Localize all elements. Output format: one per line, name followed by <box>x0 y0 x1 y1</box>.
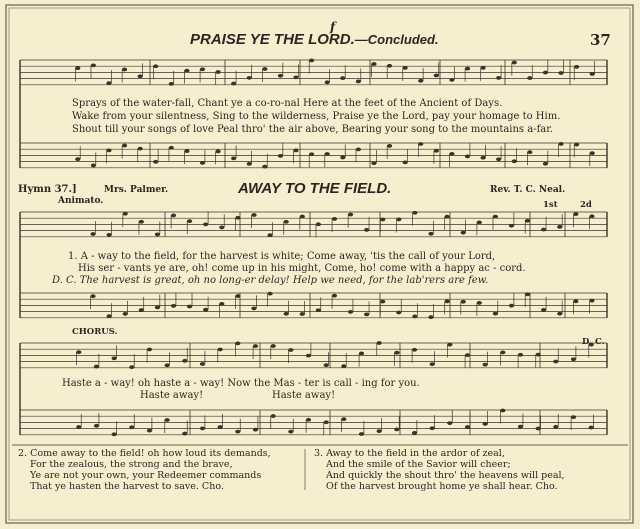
verse-line-1: Sprays of the water-fall, Chant ye a co-ro-nal Here at the feet of the Ancient of Days. <box>72 98 503 109</box>
verse-line-3: Shout till your songs of love Peal thro' the air above, Bearing your song to the mountains a-far. <box>72 124 554 135</box>
haste-away-2: Haste away! <box>272 390 336 401</box>
stanza2-line1: 2. Come away to the field! oh how loud its demands, <box>18 448 271 459</box>
stanza3-line4: Of the harvest brought home ye shall hear. Cho. <box>326 481 558 492</box>
title-suffix: —Concluded. <box>354 32 439 47</box>
stanza2-line2: For the zealous, the strong and the brave, <box>30 459 233 470</box>
stanza3-line3: And quickly the shout thro' the heavens will peal, <box>326 470 565 481</box>
piece-title-2: AWAY TO THE FIELD. <box>238 180 392 197</box>
page-number: 37 <box>590 31 611 49</box>
tempo: Animato. <box>58 196 104 206</box>
composer: Mrs. Palmer. <box>104 185 169 195</box>
title-main: PRAISE YE THE LORD. <box>190 31 355 48</box>
chorus-label: CHORUS. <box>72 327 118 337</box>
verse1-line1: 1. A - way to the field, for the harvest is white; Come away, 'tis the call of your Lord, <box>68 251 496 262</box>
verse-line-2: Wake from your silentness, Sing to the wilderness, Praise ye the Lord, pay your homage to Him. <box>72 111 561 122</box>
hymn-number: Hymn 37.] <box>18 184 77 195</box>
dc-line: D. C. The harvest is great, oh no long-er delay! Help we need, for the lab'rers are few. <box>52 275 489 286</box>
dc-mark: D. C. <box>582 337 605 347</box>
stanza2-line3: Ye are not your own, your Redeemer commands <box>30 470 262 481</box>
verse1-line2: His ser - vants ye are, oh! come up in his might, Come, ho! come with a happy ac - cord. <box>78 263 526 274</box>
haste-away-1: Haste away! <box>140 390 204 401</box>
dynamic-mark: f <box>330 20 336 34</box>
stanza3-line1: 3. Away to the field in the ardor of zeal, <box>314 448 505 459</box>
chorus-text: Haste a - way! oh haste a - way! Now the Mas - ter is call - ing for you. <box>62 378 420 389</box>
second-ending: 2d <box>580 200 592 210</box>
first-ending: 1st <box>543 200 558 210</box>
piece-title-1 <box>190 31 439 48</box>
stanza3-line2: And the smile of the Savior will cheer; <box>326 459 511 470</box>
stanza2-line4: That ye hasten the harvest to save. Cho. <box>30 481 224 492</box>
author: Rev. T. C. Neal. <box>490 185 566 195</box>
